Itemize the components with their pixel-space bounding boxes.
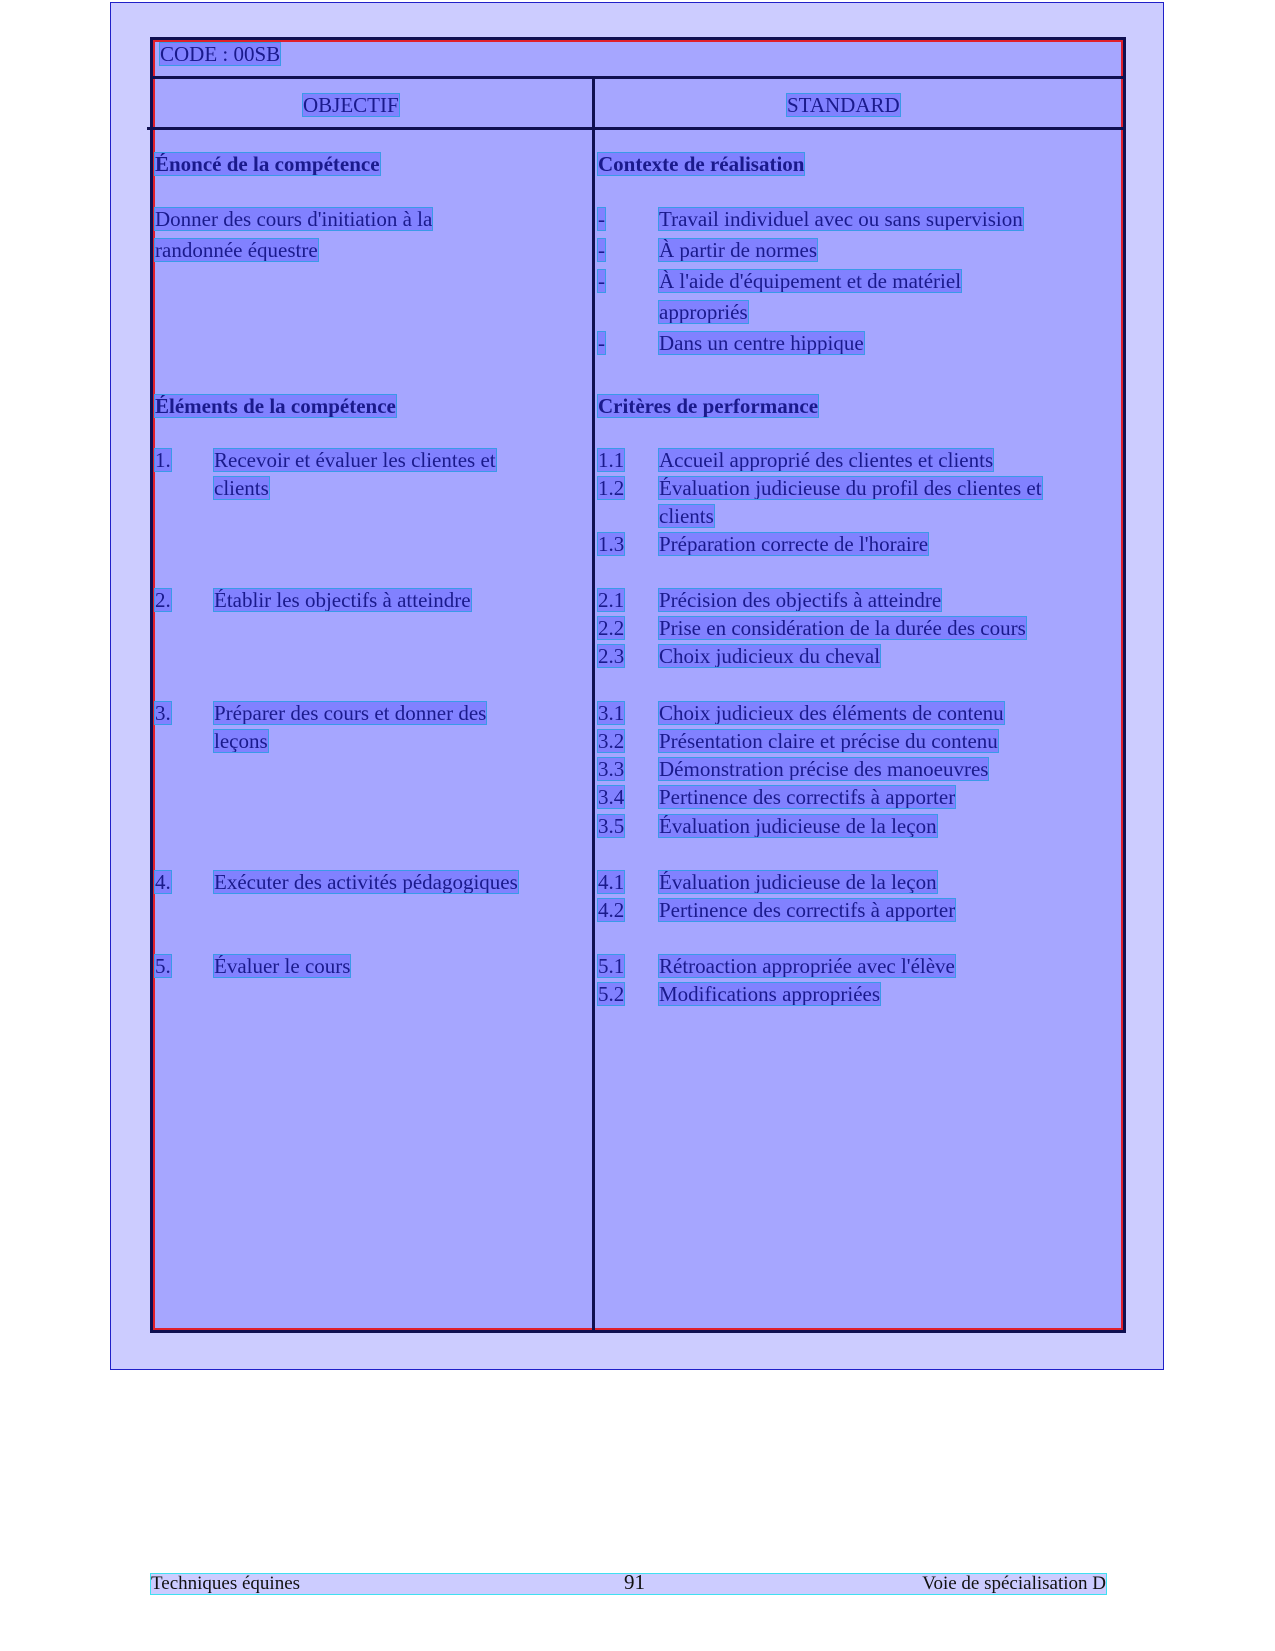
page-footer (151, 1570, 1106, 1594)
column-header-standard: STANDARD (787, 93, 900, 117)
critere-text: Modifications appropriées (659, 982, 881, 1006)
critere-number: 3.3 (598, 757, 625, 781)
form-code: CODE : 00SB (160, 42, 281, 66)
critere-text: Évaluation judicieuse du profil des clientes et (659, 476, 1042, 500)
contexte-item: À partir de normes (659, 238, 818, 262)
page-number: 91 (624, 1570, 645, 1594)
critere-number: 1.1 (598, 448, 625, 472)
element-number: 3. (155, 701, 171, 725)
critere-number: 4.2 (598, 898, 625, 922)
critere-text: Prise en considération de la durée des cours (659, 616, 1026, 640)
header-divider (153, 76, 1123, 79)
critere-number: 5.2 (598, 982, 625, 1006)
critere-number: 1.3 (598, 532, 625, 556)
element-text-continued: leçons (214, 729, 268, 753)
element-number: 1. (155, 448, 171, 472)
critere-text: Choix judicieux du cheval (659, 644, 881, 668)
column-header-divider (147, 127, 1123, 130)
competency-form (150, 37, 1126, 1333)
contexte-heading: Contexte de réalisation (598, 152, 805, 176)
form-inner-border (153, 40, 1123, 1330)
critere-number: 3.5 (598, 814, 625, 838)
footer-specialisation: Voie de spécialisation D (922, 1573, 1106, 1594)
critere-number: 1.2 (598, 476, 625, 500)
critere-text: Rétroaction appropriée avec l'élève (659, 954, 955, 978)
element-text-continued: clients (214, 476, 269, 500)
contexte-item: À l'aide d'équipement et de matériel (659, 269, 962, 293)
contexte-item: Travail individuel avec ou sans supervision (659, 207, 1023, 231)
element-text: Recevoir et évaluer les clientes et (214, 448, 496, 472)
critere-number: 2.3 (598, 644, 625, 668)
critere-text: Présentation claire et précise du contenu (659, 729, 998, 753)
element-number: 5. (155, 954, 171, 978)
element-text: Préparer des cours et donner des (214, 701, 487, 725)
critere-text-continued: clients (659, 504, 714, 528)
critere-text: Préparation correcte de l'horaire (659, 532, 929, 556)
enonce-line: randonnée équestre (155, 238, 318, 262)
critere-text: Précision des objectifs à atteindre (659, 588, 942, 612)
critere-text: Pertinence des correctifs à apporter (659, 785, 956, 809)
critere-number: 2.2 (598, 616, 625, 640)
element-text: Établir les objectifs à atteindre (214, 588, 471, 612)
column-header-objectif: OBJECTIF (303, 93, 399, 117)
contexte-bullet: - (598, 238, 605, 262)
column-divider (592, 77, 595, 1330)
critere-text: Choix judicieux des éléments de contenu (659, 701, 1004, 725)
contexte-item: Dans un centre hippique (659, 331, 864, 355)
contexte-bullet: - (598, 331, 605, 355)
critere-number: 3.2 (598, 729, 625, 753)
elements-heading: Éléments de la compétence (155, 394, 396, 418)
critere-text: Démonstration précise des manoeuvres (659, 757, 989, 781)
criteres-heading: Critères de performance (598, 394, 819, 418)
enonce-heading: Énoncé de la compétence (155, 152, 380, 176)
contexte-bullet: - (598, 269, 605, 293)
element-text: Évaluer le cours (214, 954, 351, 978)
critere-text: Évaluation judicieuse de la leçon (659, 870, 937, 894)
critere-number: 4.1 (598, 870, 625, 894)
contexte-bullet: - (598, 207, 605, 231)
enonce-line: Donner des cours d'initiation à la (155, 207, 433, 231)
critere-text: Pertinence des correctifs à apporter (659, 898, 956, 922)
critere-text: Accueil approprié des clientes et clients (659, 448, 994, 472)
contexte-item-continued: appropriés (659, 300, 748, 324)
critere-number: 3.1 (598, 701, 625, 725)
critere-text: Évaluation judicieuse de la leçon (659, 814, 937, 838)
critere-number: 5.1 (598, 954, 625, 978)
element-number: 4. (155, 870, 171, 894)
element-number: 2. (155, 588, 171, 612)
critere-number: 3.4 (598, 785, 625, 809)
critere-number: 2.1 (598, 588, 625, 612)
element-text: Exécuter des activités pédagogiques (214, 870, 518, 894)
footer-program: Techniques équines (151, 1573, 301, 1594)
